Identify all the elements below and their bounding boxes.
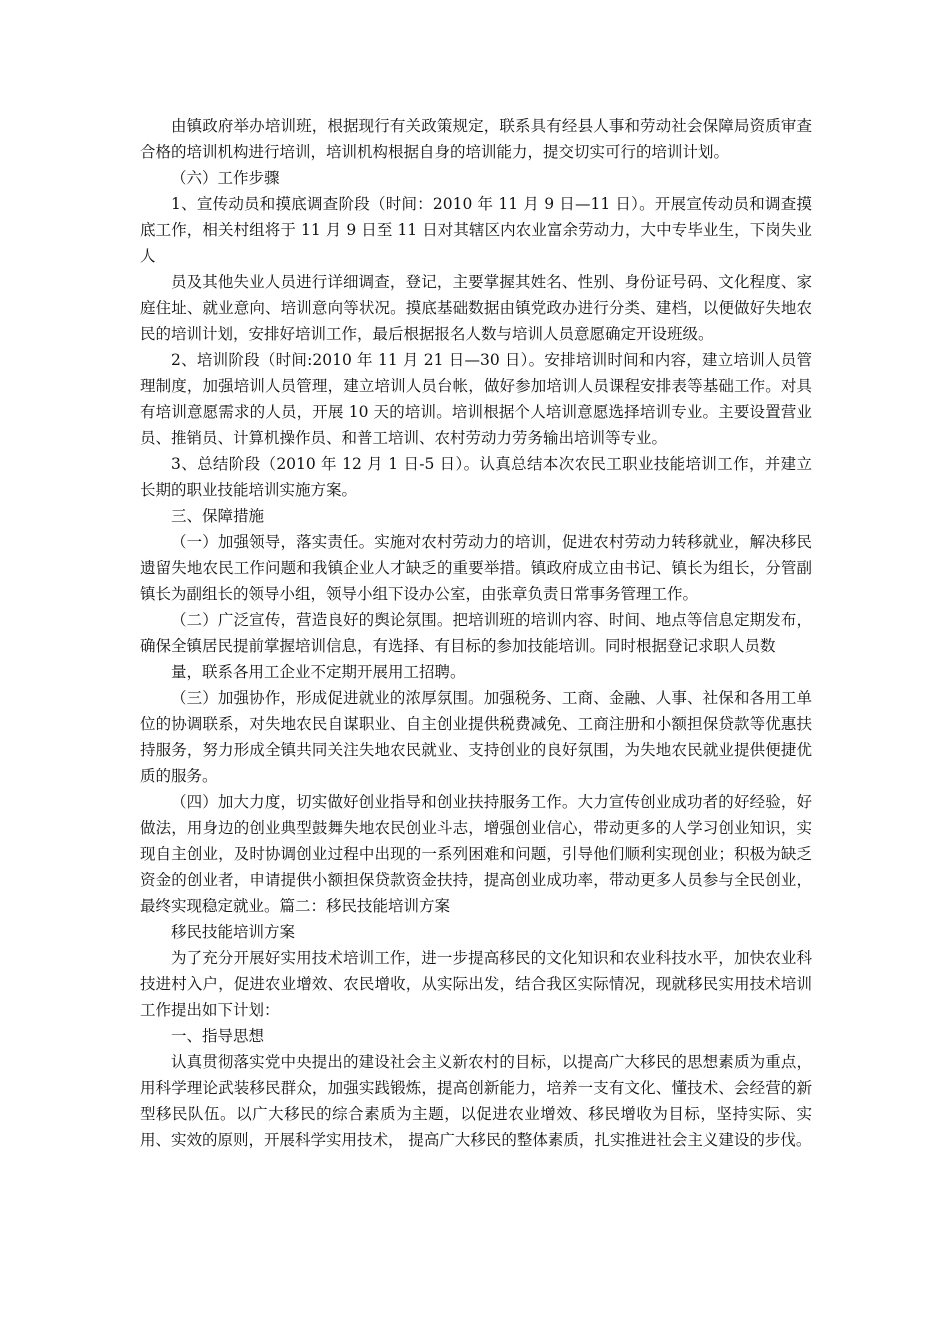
paragraph-measure-2-publicity: （二）广泛宣传，营造良好的舆论氛围。把培训班的培训内容、时间、地点等信息定期发布，确保全镇居民提前掌握培训信息，有选择、有目标的参加技能培训。同时根据登记求职人员数	[140, 611, 812, 655]
paragraph-training-organization: 由镇政府举办培训班，根据现行有关政策规定，联系具有经县人事和劳动社会保障局资质审查合格的培训机构进行培训，培训机构根据自身的培训能力，提交切实可行的培训计划。	[140, 117, 812, 161]
paragraph-plan-intro: 为了充分开展好实用技术培训工作，进一步提高移民的文化知识和农业科技水平，加快农业科技进村入户，促进农业增效、农民增收，从实际出发，结合我区实际情况，现就移民实用技术培训工作提出如下计划：	[140, 949, 812, 1019]
paragraph-step-1-mobilization: 1、宣传动员和摸底调查阶段（时间：2010 年 11 月 9 日—11 日）。开展宣传动员和调查摸底工作，相关村组将于 11 月 9 日至 11 日对其辖区内农业富余劳动力，大中专毕业生，下岗失业人	[140, 195, 812, 265]
paragraph-step-3-summary: 3、总结阶段（2010 年 12 月 1 日-5 日）。认真总结本次农民工职业技能培训工作，并建立长期的职业技能培训实施方案。	[140, 455, 812, 499]
document-page	[140, 113, 812, 1153]
paragraph-guiding-ideology: 认真贯彻落实党中央提出的建设社会主义新农村的目标，以提高广大移民的思想素质为重点，用科学理论武装移民群众，加强实践锻炼，提高创新能力，培养一支有文化、懂技术、会经营的新型移民队伍。以广大移民的综合素质为主题，以促进农业增效、移民增收为目标，坚持实际、实用、实效的原则，开展科学实用技术， 提高广大移民的整体素质，扎实推进社会主义建设的步伐。	[140, 1053, 812, 1149]
heading-plan-title: 移民技能培训方案	[171, 923, 296, 941]
paragraph-measure-2-continued: 量，联系各用工企业不定期开展用工招聘。	[171, 663, 466, 681]
heading-guiding-ideology: 一、指导思想	[171, 1027, 265, 1045]
heading-work-steps: （六）工作步骤	[171, 169, 280, 187]
paragraph-measure-4-entrepreneurship: （四）加大力度，切实做好创业指导和创业扶持服务工作。大力宣传创业成功者的好经验，好做法，用身边的创业典型鼓舞失地农民创业斗志，增强创业信心，带动更多的人学习创业知识，实现自主创业，及时协调创业过程中出现的一系列困难和问题，引导他们顺利实现创业；积极为缺乏资金的创业者，申请提供小额担保贷款资金扶持，提高创业成功率，带动更多人员参与全民创业，最终实现稳定就业。篇二：移民技能培训方案	[140, 793, 812, 915]
paragraph-measure-1-leadership: （一）加强领导，落实责任。实施对农村劳动力的培训，促进农村劳动力转移就业，解决移民遗留失地农民工作问题和我镇企业人才缺乏的重要举措。镇政府成立由书记、镇长为组长，分管副镇长为副组长的领导小组，领导小组下设办公室，由张章负责日常事务管理工作。	[140, 533, 812, 603]
paragraph-measure-3-cooperation: （三）加强协作，形成促进就业的浓厚氛围。加强税务、工商、金融、人事、社保和各用工单位的协调联系，对失地农民自谋职业、自主创业提供税费减免、工商注册和小额担保贷款等优惠扶持服务，努力形成全镇共同关注失地农民就业、支持创业的良好氛围，为失地农民就业提供便捷优质的服务。	[140, 689, 812, 785]
paragraph-step-2-training: 2、培训阶段（时间:2010 年 11 月 21 日—30 日）。安排培训时间和内容，建立培训人员管理制度，加强培训人员管理，建立培训人员台帐，做好参加培训人员课程安排表等基础工作。对具有培训意愿需求的人员，开展 10 天的培训。培训根据个人培训意愿选择培训专业。主要设置营业员、推销员、计算机操作员、和普工培训、农村劳动力劳务输出培训等专业。	[140, 351, 812, 447]
heading-safeguard-measures: 三、保障措施	[171, 507, 265, 525]
paragraph-step-1-continued: 员及其他失业人员进行详细调查，登记，主要掌握其姓名、性别、身份证号码、文化程度、家庭住址、就业意向、培训意向等状况。摸底基础数据由镇党政办进行分类、建档，以便做好失地农民的培训计划，安排好培训工作，最后根据报名人数与培训人员意愿确定开设班级。	[140, 273, 812, 343]
